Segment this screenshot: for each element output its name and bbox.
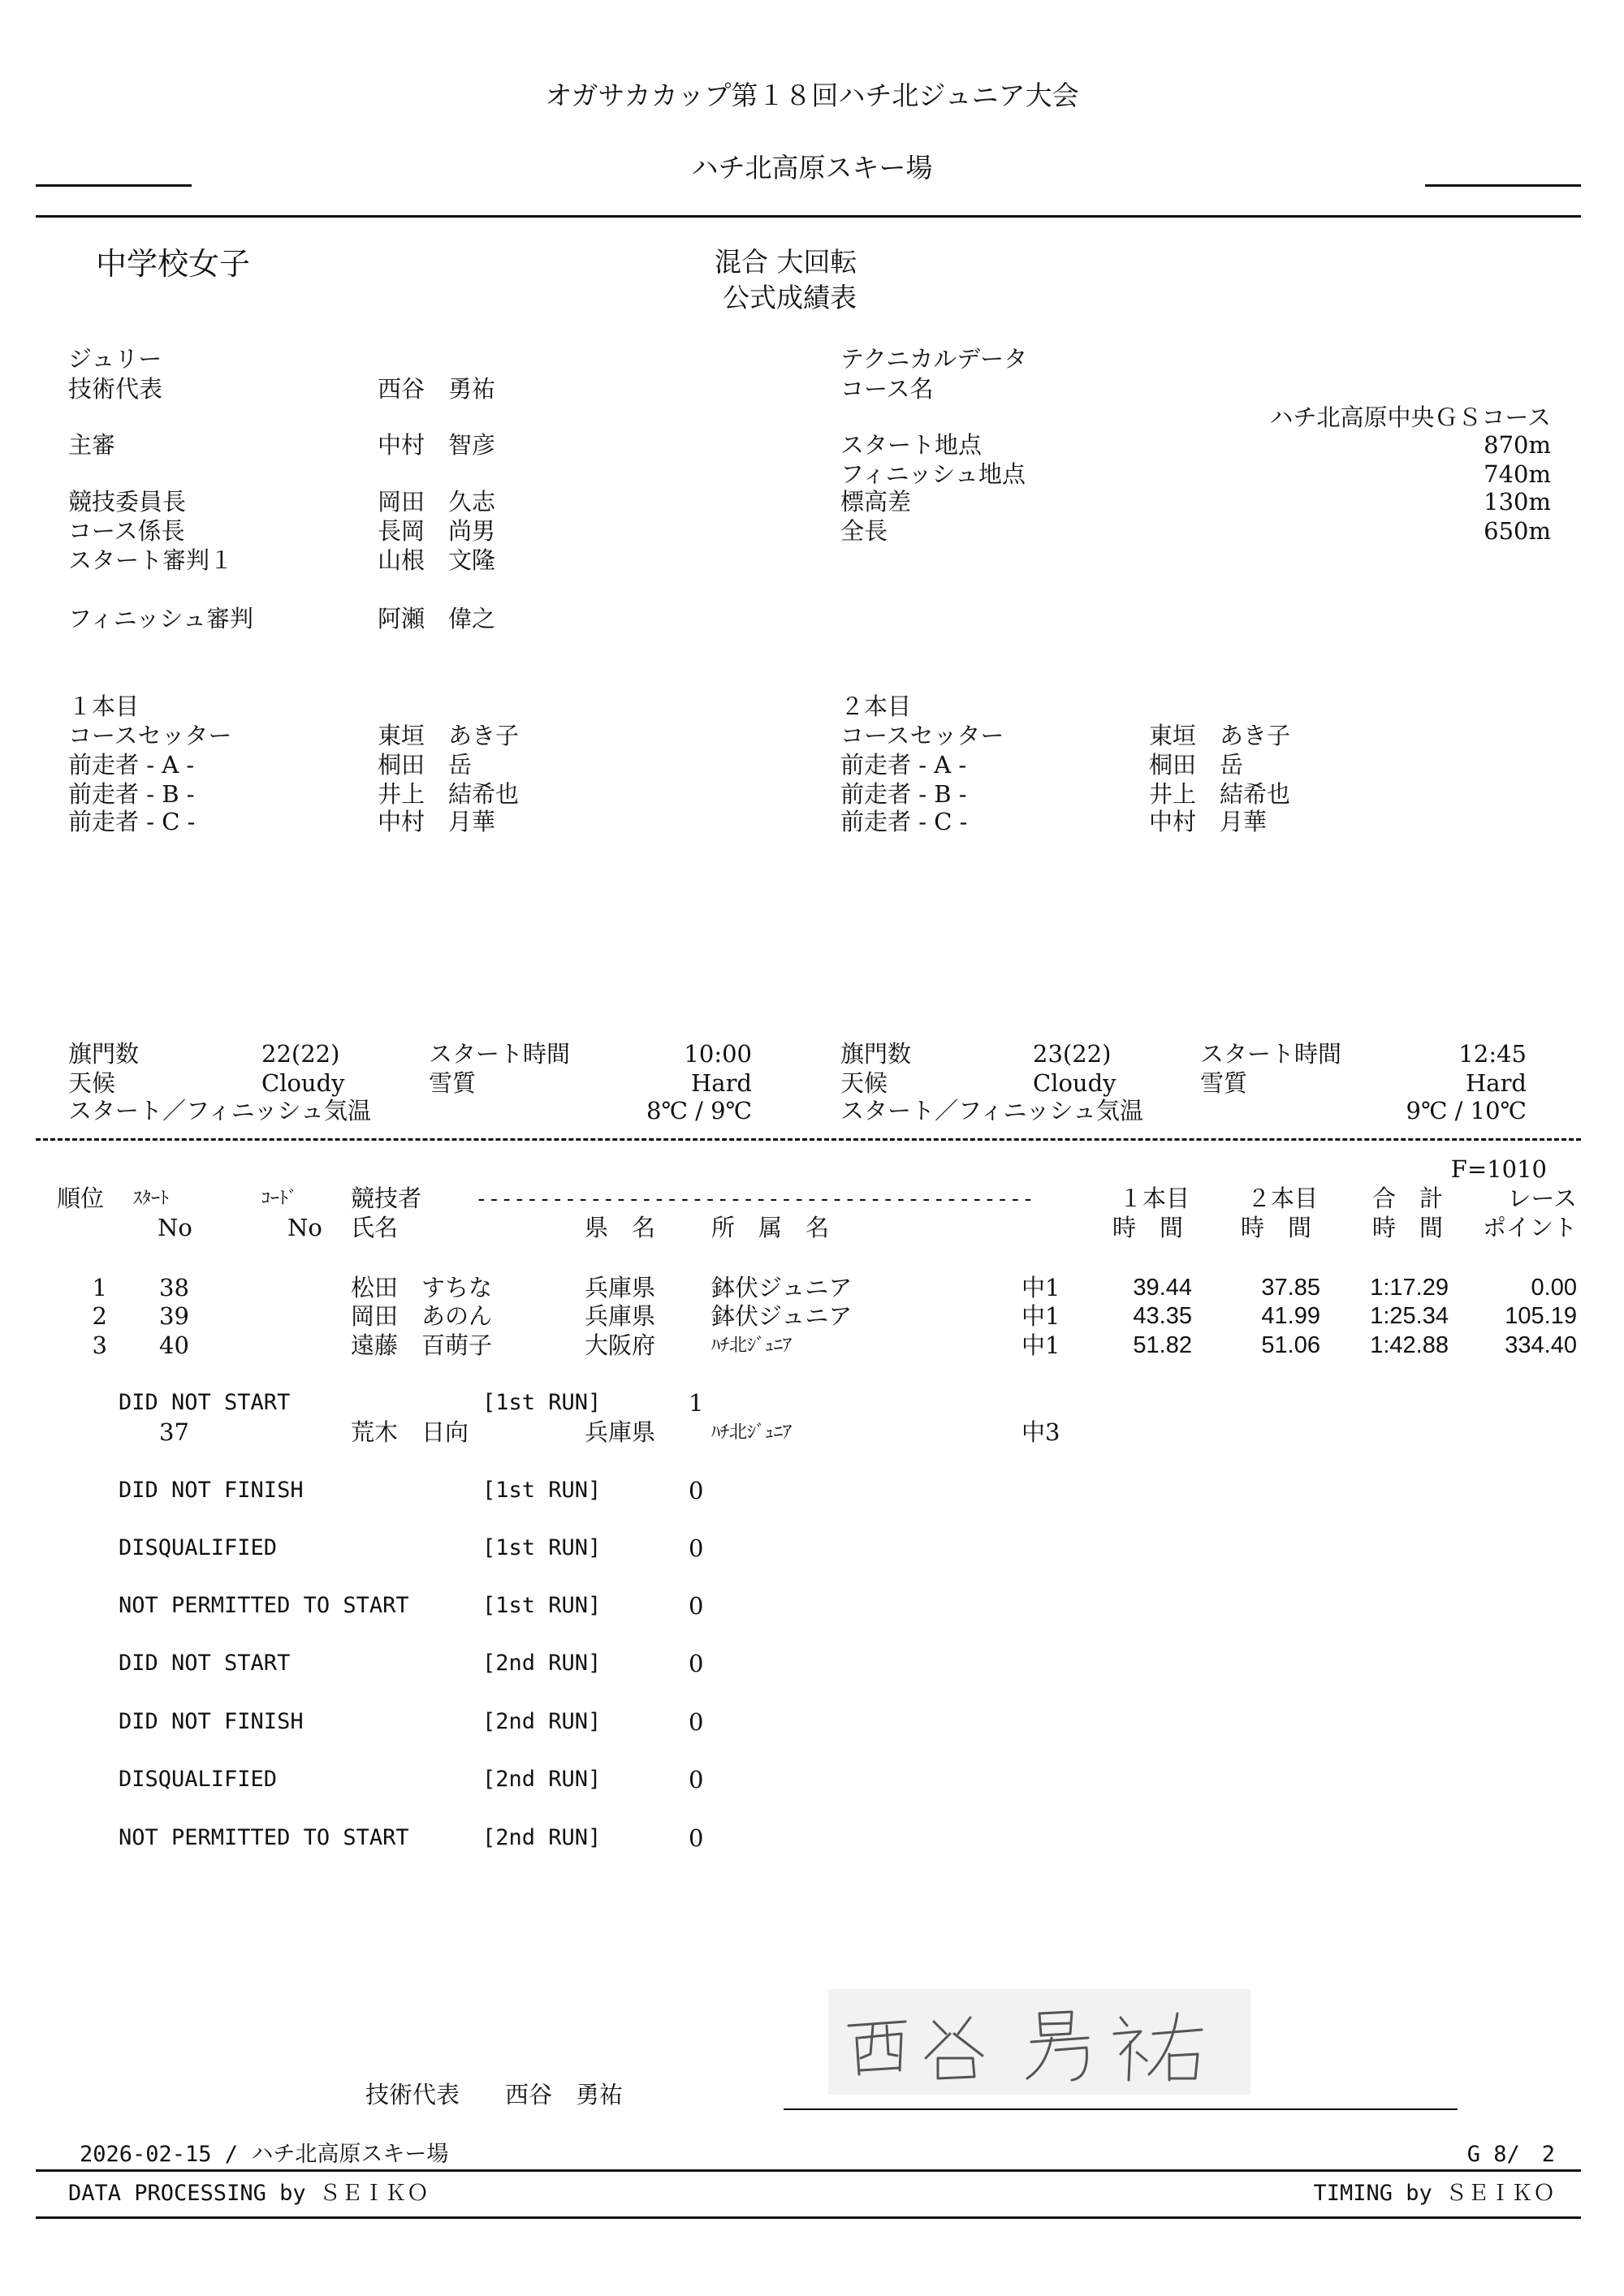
jury-name: 中村 智彦 <box>378 431 496 459</box>
run2-title: ２本目 <box>840 693 912 720</box>
athlete-name-cell: 荒木 日向 <box>351 1418 469 1446</box>
jury-role: コース係長 <box>68 517 185 545</box>
tech-label: 標高差 <box>840 488 912 516</box>
run1-time-cell: 51.82 <box>1133 1332 1192 1358</box>
pref-cell: 大阪府 <box>585 1331 656 1359</box>
status-count: 0 <box>689 1766 704 1793</box>
status-count: 0 <box>689 1650 704 1677</box>
weather-label: 天候 <box>840 1069 888 1097</box>
status-label: DISQUALIFIED <box>119 1767 278 1792</box>
f-value: F=1010 <box>1450 1155 1547 1183</box>
pref-cell: 兵庫県 <box>585 1274 656 1301</box>
points-cell: 0.00 <box>1531 1275 1577 1301</box>
jury-name: 山根 文隆 <box>378 546 496 574</box>
header-rule-left <box>36 184 192 187</box>
official-role: 前走者 - A - <box>840 751 967 779</box>
run1-time-cell: 39.44 <box>1133 1275 1192 1301</box>
tech-label: フィニッシュ地点 <box>840 460 1026 488</box>
official-role: コースセッター <box>840 722 1004 749</box>
official-role: 前走者 - C - <box>68 808 196 835</box>
gates-label: 旗門数 <box>840 1040 912 1068</box>
total-time-cell: 1:25.34 <box>1370 1303 1449 1329</box>
official-name: 東垣 あき子 <box>1149 722 1291 749</box>
jury-role: 主審 <box>68 431 116 459</box>
course-label: コース名 <box>840 375 934 403</box>
run2-time-cell: 51.06 <box>1261 1332 1320 1358</box>
run2-time-cell: 37.85 <box>1261 1275 1320 1301</box>
pref-cell: 兵庫県 <box>585 1302 656 1330</box>
athlete-name-cell: 遠藤 百萌子 <box>351 1331 493 1359</box>
points-header-bottom: ポイント <box>1482 1214 1577 1241</box>
bib-cell: 37 <box>159 1418 189 1446</box>
official-role: 前走者 - C - <box>840 808 968 835</box>
status-label: DID NOT START <box>119 1651 291 1676</box>
snow-label: 雪質 <box>1200 1069 1248 1097</box>
signature-line <box>784 2108 1458 2110</box>
rank-header: 順位 <box>57 1185 105 1212</box>
run2-header-top: ２本目 <box>1247 1185 1319 1212</box>
temp-value: 8℃ / 9℃ <box>646 1097 752 1124</box>
signature-name: 西谷 勇祐 <box>505 2081 624 2108</box>
run2-time-cell: 41.99 <box>1261 1303 1320 1329</box>
status-count: 0 <box>689 1592 704 1620</box>
jury-name: 岡田 久志 <box>378 488 496 516</box>
start-no-header: No <box>158 1214 192 1241</box>
footer-date-venue: 2026-02-15 / ハチ北高原スキー場 <box>80 2142 449 2167</box>
weather-label: 天候 <box>68 1069 116 1097</box>
jury-name: 西谷 勇祐 <box>378 375 496 403</box>
tech-value: 870m <box>1484 431 1551 459</box>
club-header: 所 属 名 <box>711 1214 830 1241</box>
bib-cell: 40 <box>159 1331 189 1359</box>
official-name: 井上 結希也 <box>378 780 520 808</box>
snow-value: Hard <box>690 1069 752 1097</box>
athlete-name-cell: 松田 すちな <box>351 1274 493 1301</box>
status-label: NOT PERMITTED TO START <box>119 1593 409 1618</box>
code-header: ｺｰﾄﾞ <box>261 1189 298 1209</box>
competitor-header: 競技者 <box>351 1185 422 1212</box>
start-time-label: スタート時間 <box>429 1040 571 1068</box>
signature-role: 技術代表 <box>365 2081 460 2108</box>
jury-role: フィニッシュ審判 <box>68 605 253 632</box>
club-cell: 鉢伏ジュニア <box>711 1274 853 1301</box>
points-cell: 334.40 <box>1505 1332 1577 1358</box>
status-label: NOT PERMITTED TO START <box>119 1825 409 1850</box>
start-time-value: 10:00 <box>684 1040 752 1068</box>
discipline: 混合 大回転 <box>715 246 857 278</box>
status-run: [1st RUN] <box>482 1535 602 1560</box>
status-count: 0 <box>689 1824 704 1852</box>
jury-title: ジュリー <box>68 345 162 373</box>
temp-label: スタート／フィニッシュ気温 <box>840 1097 1143 1124</box>
total-time-cell: 1:42.88 <box>1370 1332 1449 1358</box>
temp-label: スタート／フィニッシュ気温 <box>68 1097 371 1124</box>
club-cell: ﾊﾁ北ｼﾞｭﾆｱ <box>711 1422 793 1443</box>
athlete-name-cell: 岡田 あのん <box>351 1302 493 1330</box>
points-header-top: レース <box>1507 1185 1577 1212</box>
temp-value: 9℃ / 10℃ <box>1406 1097 1527 1124</box>
official-role: 前走者 - B - <box>68 780 195 808</box>
run1-time-cell: 43.35 <box>1133 1303 1192 1329</box>
gates-value: 23(22) <box>1033 1040 1112 1068</box>
status-count: 0 <box>689 1477 704 1504</box>
rank-cell: 3 <box>92 1331 107 1359</box>
weather-value: Cloudy <box>1033 1069 1116 1097</box>
handwritten-signature <box>828 1989 1250 2095</box>
venue-title: ハチ北高原スキー場 <box>691 152 933 183</box>
jury-name: 長岡 尚男 <box>378 517 496 545</box>
header-rule-right <box>1425 184 1581 187</box>
grade-cell: 中1 <box>1021 1331 1060 1359</box>
total-time-cell: 1:17.29 <box>1370 1275 1449 1301</box>
status-count: 0 <box>689 1708 704 1736</box>
start-time-label: スタート時間 <box>1200 1040 1342 1068</box>
grade-cell: 中3 <box>1021 1418 1060 1446</box>
section-dashed-separator <box>36 1138 1581 1141</box>
snow-label: 雪質 <box>429 1069 477 1097</box>
official-name: 井上 結希也 <box>1149 780 1291 808</box>
bib-cell: 38 <box>159 1274 189 1301</box>
weather-value: Cloudy <box>261 1069 345 1097</box>
status-run: [2nd RUN] <box>482 1651 602 1676</box>
gates-value: 22(22) <box>261 1040 340 1068</box>
data-processing-credit: DATA PROCESSING by ＳＥＩＫＯ <box>68 2181 429 2206</box>
status-run: [1st RUN] <box>482 1593 602 1618</box>
tech-label: スタート地点 <box>840 431 983 459</box>
status-count: 0 <box>689 1534 704 1562</box>
tech-value: 650m <box>1484 517 1551 545</box>
tech-label: 全長 <box>840 517 888 545</box>
header-separator <box>36 215 1581 218</box>
timing-credit: TIMING by ＳＥＩＫＯ <box>1313 2181 1555 2206</box>
run1-title: １本目 <box>68 693 140 720</box>
run1-header-bottom: 時 間 <box>1112 1214 1184 1241</box>
grade-cell: 中1 <box>1021 1302 1060 1330</box>
rank-cell: 2 <box>92 1302 107 1330</box>
tech-value: 740m <box>1484 460 1551 488</box>
footer-rule-top <box>36 2169 1581 2172</box>
status-label: DID NOT FINISH <box>119 1709 304 1734</box>
club-cell: 鉢伏ジュニア <box>711 1302 853 1330</box>
pref-cell: 兵庫県 <box>585 1418 656 1446</box>
grade-cell: 中1 <box>1021 1274 1060 1301</box>
official-name: 中村 月華 <box>378 808 496 835</box>
event-title: オガサカカップ第１８回ハチ北ジュニア大会 <box>545 80 1079 111</box>
footer-rule-bottom <box>36 2216 1581 2219</box>
jury-role: 技術代表 <box>68 375 163 403</box>
official-name: 桐田 岳 <box>378 751 473 779</box>
run2-header-bottom: 時 間 <box>1241 1214 1312 1241</box>
snow-value: Hard <box>1465 1069 1527 1097</box>
status-run: [2nd RUN] <box>482 1825 602 1850</box>
document-type: 公式成績表 <box>723 282 857 313</box>
start-time-value: 12:45 <box>1458 1040 1527 1068</box>
jury-role: スタート審判１ <box>68 546 234 574</box>
points-cell: 105.19 <box>1505 1303 1577 1329</box>
header-dashes: -------------------------------------------- <box>475 1187 1034 1211</box>
page-number: G 8/ 2 <box>1466 2142 1555 2167</box>
course-name: ハチ北高原中央ＧＳコース <box>1269 404 1551 431</box>
official-role: コースセッター <box>68 722 232 749</box>
status-label: DID NOT FINISH <box>119 1478 304 1503</box>
status-run: [1st RUN] <box>482 1390 602 1415</box>
pref-header: 県 名 <box>585 1214 656 1241</box>
status-run: [1st RUN] <box>482 1478 602 1503</box>
status-label: DISQUALIFIED <box>119 1535 278 1560</box>
official-name: 東垣 あき子 <box>378 722 520 749</box>
club-cell: ﾊﾁ北ｼﾞｭﾆｱ <box>711 1336 793 1356</box>
status-run: [2nd RUN] <box>482 1767 602 1792</box>
bib-cell: 39 <box>159 1302 189 1330</box>
gates-label: 旗門数 <box>68 1040 140 1068</box>
code-no-header: No <box>287 1214 322 1241</box>
official-role: 前走者 - B - <box>840 780 967 808</box>
run1-header-top: １本目 <box>1119 1185 1190 1212</box>
category-title: 中学校女子 <box>96 246 251 282</box>
tech-value: 130m <box>1484 488 1551 516</box>
total-header-top: 合 計 <box>1372 1185 1444 1212</box>
start-header: ｽﾀｰﾄ <box>133 1189 170 1209</box>
jury-role: 競技委員長 <box>68 488 187 516</box>
technical-title: テクニカルデータ <box>840 345 1028 373</box>
total-header-bottom: 時 間 <box>1372 1214 1444 1241</box>
status-count: 1 <box>689 1389 704 1417</box>
official-role: 前走者 - A - <box>68 751 195 779</box>
status-label: DID NOT START <box>119 1390 291 1415</box>
official-name: 桐田 岳 <box>1149 751 1244 779</box>
status-run: [2nd RUN] <box>482 1709 602 1734</box>
official-name: 中村 月華 <box>1149 808 1268 835</box>
rank-cell: 1 <box>92 1274 107 1301</box>
jury-name: 阿瀬 偉之 <box>378 605 496 632</box>
name-header: 氏名 <box>351 1214 399 1241</box>
